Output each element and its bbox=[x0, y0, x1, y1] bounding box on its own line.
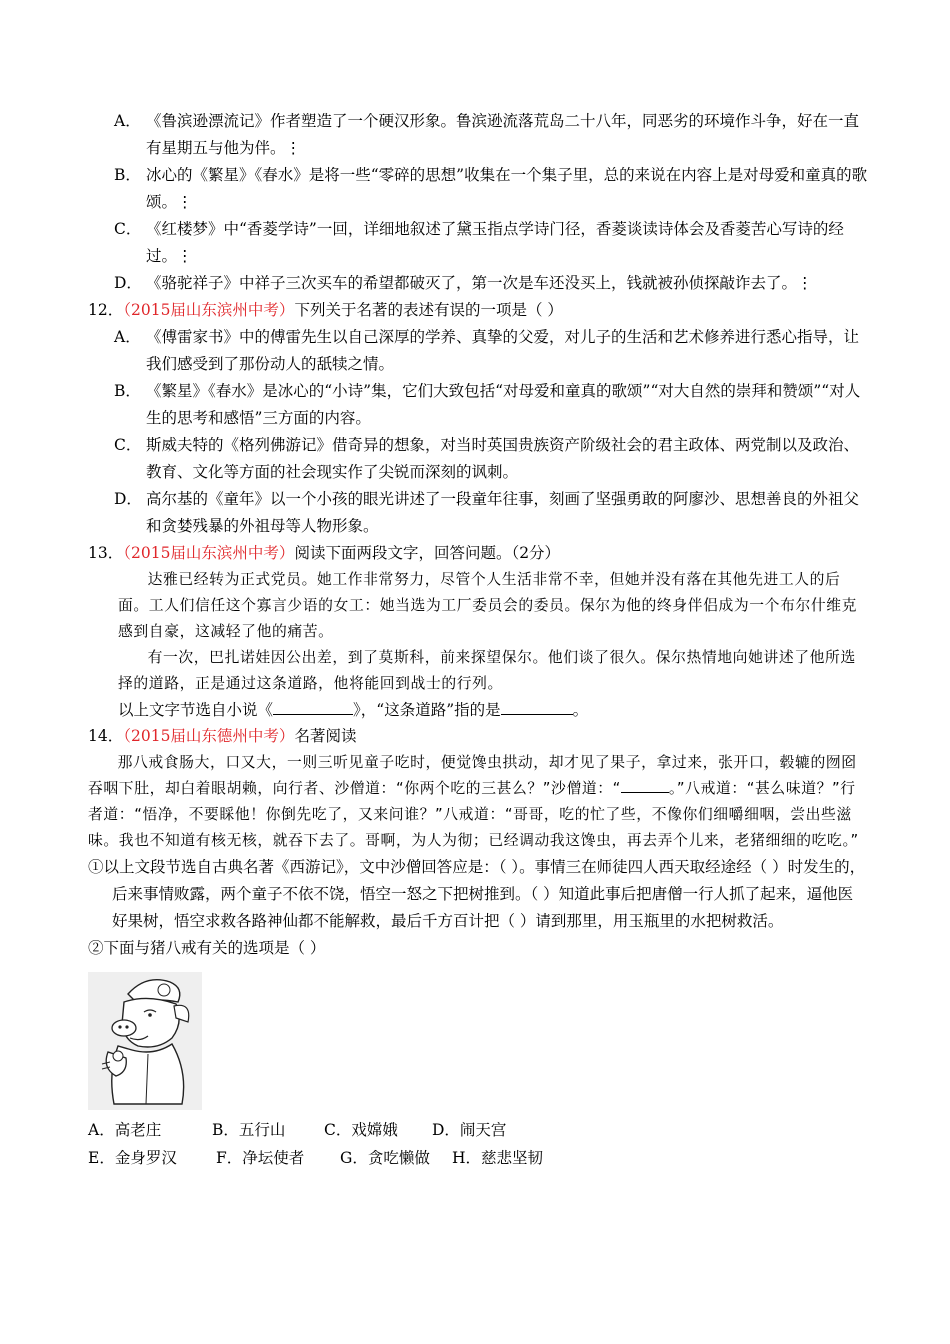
choice-c[interactable]: C．戏嫦娥 bbox=[324, 1121, 398, 1139]
q13-passage-1: 达雅已经转为正式党员。她工作非常努力，尽管个人生活非常不幸，但她并没有落在其他先进工人的后面。工人们信任这个寡言少语的女工：她当选为工厂委员会的委员。保尔为他的终身伴侣成为一个布尔什维克感到自豪，这减轻了他的痛苦。 bbox=[118, 571, 858, 640]
choice-f[interactable]: F．净坛使者 bbox=[216, 1149, 305, 1167]
choice-h[interactable]: H．慈悲坚韧 bbox=[452, 1149, 544, 1167]
q14-source: （2015届山东德州中考） bbox=[123, 727, 295, 745]
q11-option-d: D． 《骆驼祥子》中祥子三次买车的希望都破灭了，第一次是车还没买上，钱就被孙侦探敲诈去了。⋮ bbox=[114, 274, 813, 292]
q13-passage-2: 有一次，巴扎诺娃因公出差，到了莫斯科，前来探望保尔。他们谈了很久。保尔热情地向她讲述了他所选择的道路，正是通过这条道路，他将能回到战士的行列。 bbox=[118, 649, 856, 692]
q12-stem: 12．（2015届山东滨州中考）下列关于名著的表述有误的一项是（ ） bbox=[88, 301, 563, 319]
q13-stem: 13．（2015届山东滨州中考）阅读下面两段文字，回答问题。（2分） bbox=[88, 544, 561, 562]
q14-stem: 14．（2015届山东德州中考）名著阅读 bbox=[88, 727, 357, 745]
q12-option-d: D． 高尔基的《童年》以一个小孩的眼光讲述了一段童年往事，刻画了坚强勇敢的阿廖沙、思想善良的外祖父和贪婪残暴的外祖母等人物形象。 bbox=[114, 490, 860, 535]
q14-choices-row-1 bbox=[88, 1116, 868, 1144]
q13-blank-road[interactable] bbox=[501, 699, 573, 715]
q12-source: （2015届山东滨州中考） bbox=[123, 301, 295, 319]
pig-drawing-icon bbox=[88, 972, 202, 1110]
q13-blank-novel[interactable] bbox=[273, 699, 353, 715]
zhu-bajie-illustration bbox=[88, 972, 202, 1110]
q11-option-a: A． 《鲁滨逊漂流记》作者塑造了一个硬汉形象。鲁滨逊流落荒岛二十八年，同恶劣的环境作斗争，好在一直有星期五与他为伴。⋮ bbox=[114, 112, 860, 157]
page-content bbox=[88, 108, 868, 1172]
q12-option-b: B． 《繁星》《春水》是冰心的“小诗”集，它们大致包括“对母爱和童真的歌颂”“对大自然的崇拜和赞颂”“对人生的思考和感悟”三方面的内容。 bbox=[114, 382, 861, 427]
q12-option-a: A． 《傅雷家书》中的傅雷先生以自己深厚的学养、真挚的父爱，对儿子的生活和艺术修养进行悉心指导，让我们感受到了那份动人的舐犊之情。 bbox=[114, 328, 860, 373]
choice-d[interactable]: D．闹天宫 bbox=[432, 1121, 507, 1139]
choice-b[interactable]: B．五行山 bbox=[212, 1121, 286, 1139]
choice-e[interactable]: E．金身罗汉 bbox=[88, 1149, 177, 1167]
q11-option-b: B． 冰心的《繁星》《春水》是将一些“零碎的思想”收集在一个集子里，总的来说在内容上是对母爱和童真的歌颂。⋮ bbox=[114, 166, 868, 211]
q12-option-c: C． 斯威夫特的《格列佛游记》借奇异的想象，对当时英国贵族资产阶级社会的君主政体、两党制以及政治、教育、文化等方面的社会现实作了尖锐而深刻的讽刺。 bbox=[114, 436, 860, 481]
q13-source: （2015届山东滨州中考） bbox=[123, 544, 295, 562]
q14-blank-answer[interactable] bbox=[621, 777, 669, 793]
q11-options bbox=[88, 108, 868, 297]
q14-passage: 那八戒食肠大，口又大，一则三听见童子吃时，便觉馋虫拱动，却才见了果子，拿过来，张开口，毂辘的囫囵吞咽下肚，却白着眼胡赖，向行者、沙僧道：“你两个吃的三甚么？”沙僧道：“ 。”八戒道：“甚么味道？”行者道：“悟净，不要睬他！你倒先吃了，又来问谁？”八戒道：“哥哥，吃的忙了些，不像你们细嚼细咽，尝出些滋味。我也不知道有核无核，就吞下去了。哥啊，为人为彻；已经调动我这馋虫，再去弄个儿来，老猪细细的吃吃。” bbox=[88, 754, 859, 849]
q14-subquestion-1: ①以上文段节选自古典名著《西游记》，文中沙僧回答应是：（ ）。事情三在师徒四人西天取经途经（ ）时发生的，后来事情败露，两个童子不依不饶，悟空一怒之下把树推到。（ ）知道此事后把唐僧一行人抓了起来，逼他医好果树，悟空求救各路神仙都不能解救，最后千方百计把（ ）请到那里，用玉瓶里的水把树救活。 bbox=[88, 858, 866, 930]
q11-option-c: C． 《红楼梦》中“香菱学诗”一回，详细地叙述了黛玉指点学诗门径，香菱谈读诗体会及香菱苦心写诗的经过。⋮ bbox=[114, 220, 844, 265]
choice-a[interactable]: A．高老庄 bbox=[88, 1121, 162, 1139]
q14-choices-row-2 bbox=[88, 1144, 868, 1172]
q13-question: 以上文字节选自小说《 》，“这条道路”指的是 。 bbox=[118, 701, 589, 719]
q14-subquestion-2: ②下面与猪八戒有关的选项是（ ） bbox=[88, 939, 326, 957]
choice-g[interactable]: G．贪吃懒做 bbox=[340, 1149, 430, 1167]
